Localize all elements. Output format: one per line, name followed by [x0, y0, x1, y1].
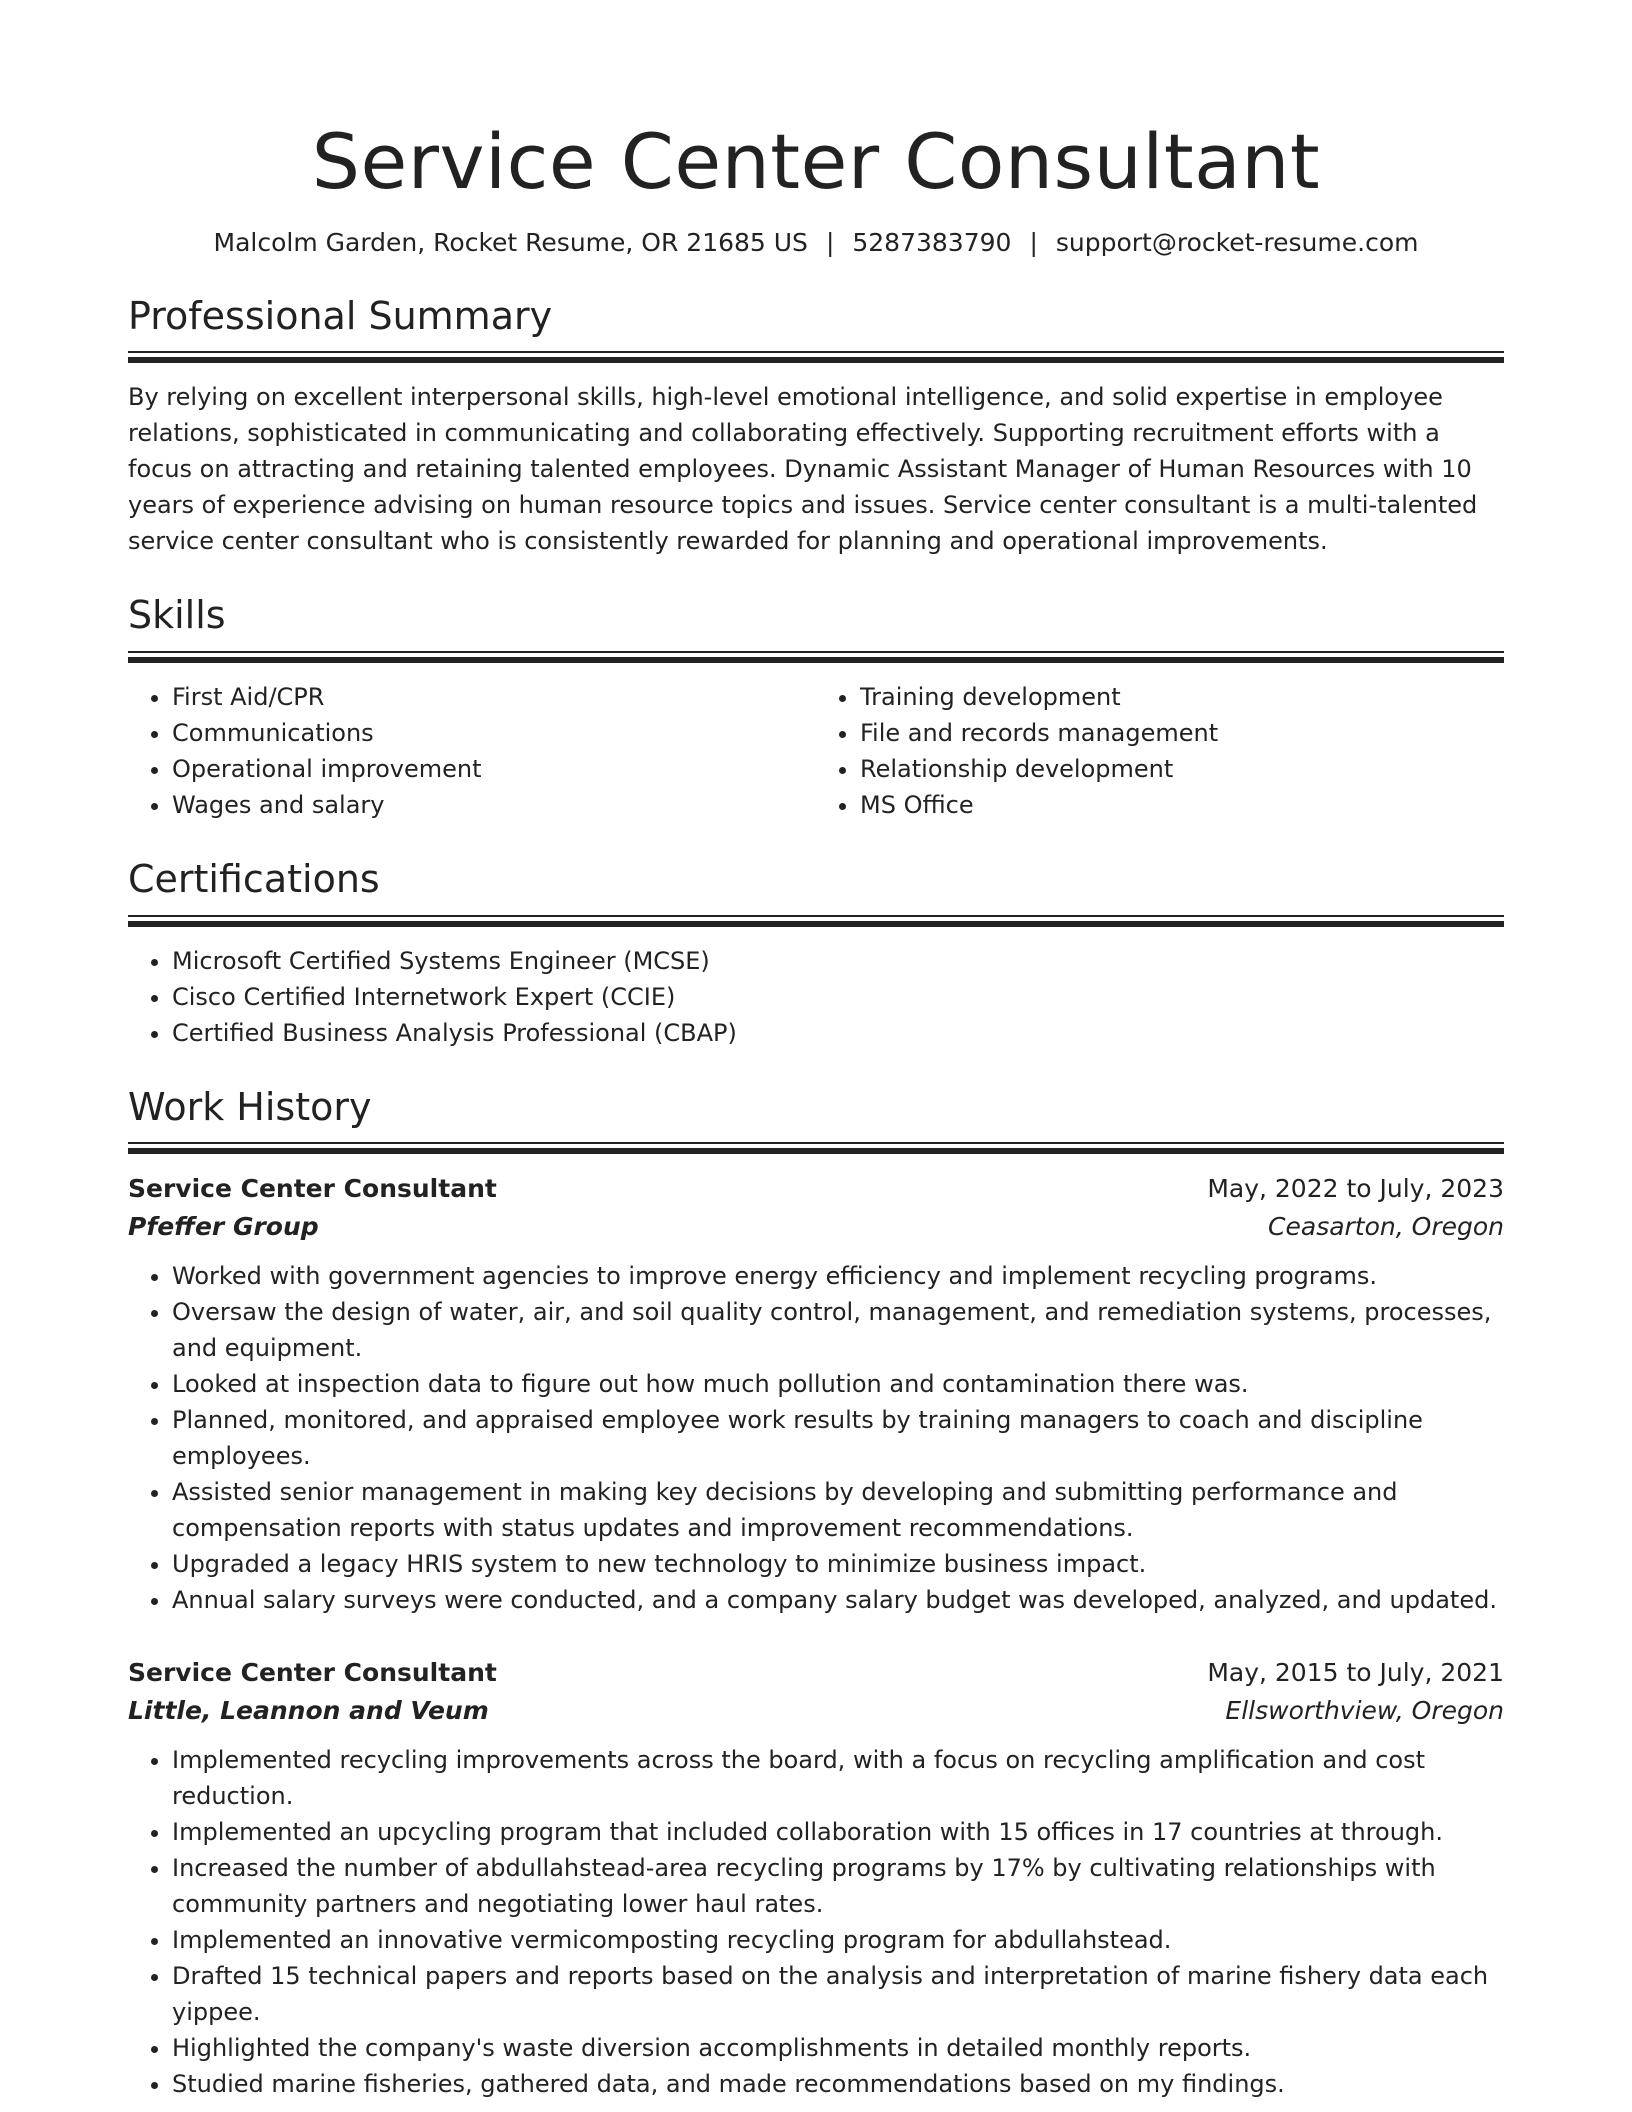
- summary-heading: Professional Summary: [128, 293, 553, 338]
- contact-separator: |: [825, 228, 835, 258]
- skill-item: • First Aid/CPR: [172, 679, 816, 715]
- job-title: Service Center Consultant: [128, 1174, 497, 1204]
- job-bullet: • Looked at inspection data to figure out how much pollution and contamination there was.: [172, 1366, 1504, 1402]
- job-bullets: [128, 1258, 1504, 1618]
- skills-section: [128, 593, 1504, 823]
- work-history-section: [128, 1085, 1504, 2103]
- job-dates: May, 2015 to July, 2021: [1207, 1658, 1504, 1688]
- job-company: Pfeffer Group: [128, 1212, 319, 1242]
- job-bullets: [128, 1742, 1504, 2102]
- certifications-heading: Certifications: [128, 857, 380, 902]
- job-location: Ellsworthview, Oregon: [1225, 1696, 1504, 1726]
- job-bullet: • Implemented recycling improvements across the board, with a focus on recycling amplification and cost reduction.: [172, 1742, 1504, 1814]
- job-location: Ceasarton, Oregon: [1268, 1212, 1504, 1242]
- summary-text: By relying on excellent interpersonal skills, high-level emotional intelligence, and solid expertise in employee relations, sophisticated in communicating and collaborating effectively. Supporting recruitment efforts with a focus on attracting and retaining talented employees. Dynamic Assistant Manager of Human Resources with 10 years of experience advising on human resource topics and issues. Service center consultant is a multi-talented service center consultant who is consistently rewarded for planning and operational improvements.: [128, 383, 1478, 556]
- skill-item: • File and records management: [860, 715, 1504, 751]
- contact-phone: 5287383790: [852, 228, 1012, 258]
- job-bullet: • Increased the number of abdullahstead-area recycling programs by 17% by cultivating relationships with community partners and negotiating lower haul rates.: [172, 1850, 1504, 1922]
- certifications-section: [128, 857, 1504, 1051]
- contact-email: support@rocket-resume.com: [1055, 228, 1419, 258]
- job-header-row: [128, 1654, 1504, 1692]
- skills-list-right: [816, 679, 1504, 823]
- skill-item: • Wages and salary: [172, 787, 816, 823]
- work-history-heading: Work History: [128, 1084, 372, 1129]
- skills-grid: [128, 679, 1504, 823]
- job-bullet: • Oversaw the design of water, air, and soil quality control, management, and remediation systems, processes, and equipment.: [172, 1294, 1504, 1366]
- job-header-row: [128, 1170, 1504, 1208]
- contact-separator: |: [1029, 228, 1038, 258]
- skill-item: • Relationship development: [860, 751, 1504, 787]
- job-company: Little, Leannon and Veum: [128, 1696, 489, 1726]
- certifications-list: [128, 943, 1504, 1051]
- certification-item: • Certified Business Analysis Professional (CBAP): [172, 1015, 1504, 1051]
- job-bullet: • Worked with government agencies to improve energy efficiency and implement recycling programs.: [172, 1258, 1504, 1294]
- section-divider: [128, 915, 1504, 927]
- job-bullet: • Planned, monitored, and appraised employee work results by training managers to coach and discipline employees.: [172, 1402, 1504, 1474]
- job-bullet: • Annual salary surveys were conducted, and a company salary budget was developed, analyzed, and updated.: [172, 1582, 1504, 1618]
- skill-item: • Training development: [860, 679, 1504, 715]
- job-subheader-row: [128, 1692, 1504, 1730]
- contact-address: Malcolm Garden, Rocket Resume, OR 21685 US: [213, 228, 808, 258]
- section-divider: [128, 351, 1504, 363]
- job-title: Service Center Consultant: [128, 1658, 497, 1688]
- job-dates: May, 2022 to July, 2023: [1207, 1174, 1504, 1204]
- section-divider: [128, 1142, 1504, 1154]
- summary-section: [128, 294, 1504, 560]
- job-bullet: • Upgraded a legacy HRIS system to new technology to minimize business impact.: [172, 1546, 1504, 1582]
- job-entry: [128, 1654, 1504, 2102]
- section-divider: [128, 651, 1504, 663]
- skill-item: • Communications: [172, 715, 816, 751]
- job-entry: [128, 1170, 1504, 1618]
- skill-item: • MS Office: [860, 787, 1504, 823]
- job-bullet: • Implemented an innovative vermicomposting recycling program for abdullahstead.: [172, 1922, 1504, 1958]
- certification-item: • Cisco Certified Internetwork Expert (CCIE): [172, 979, 1504, 1015]
- job-bullet: • Implemented an upcycling program that included collaboration with 15 offices in 17 countries at through.: [172, 1814, 1504, 1850]
- job-bullet: • Drafted 15 technical papers and reports based on the analysis and interpretation of marine fishery data each yippee.: [172, 1958, 1504, 2030]
- skills-heading: Skills: [128, 593, 226, 638]
- skill-item: • Operational improvement: [172, 751, 816, 787]
- skills-list-left: [128, 679, 816, 823]
- contact-line: [128, 227, 1504, 260]
- job-bullet: • Studied marine fisheries, gathered data, and made recommendations based on my findings.: [172, 2066, 1504, 2102]
- job-subheader-row: [128, 1208, 1504, 1246]
- job-bullet: • Highlighted the company's waste diversion accomplishments in detailed monthly reports.: [172, 2030, 1504, 2066]
- job-bullet: • Assisted senior management in making key decisions by developing and submitting performance and compensation reports with status updates and improvement recommendations.: [172, 1474, 1504, 1546]
- resume-title: Service Center Consultant: [311, 117, 1321, 206]
- certification-item: • Microsoft Certified Systems Engineer (MCSE): [172, 943, 1504, 979]
